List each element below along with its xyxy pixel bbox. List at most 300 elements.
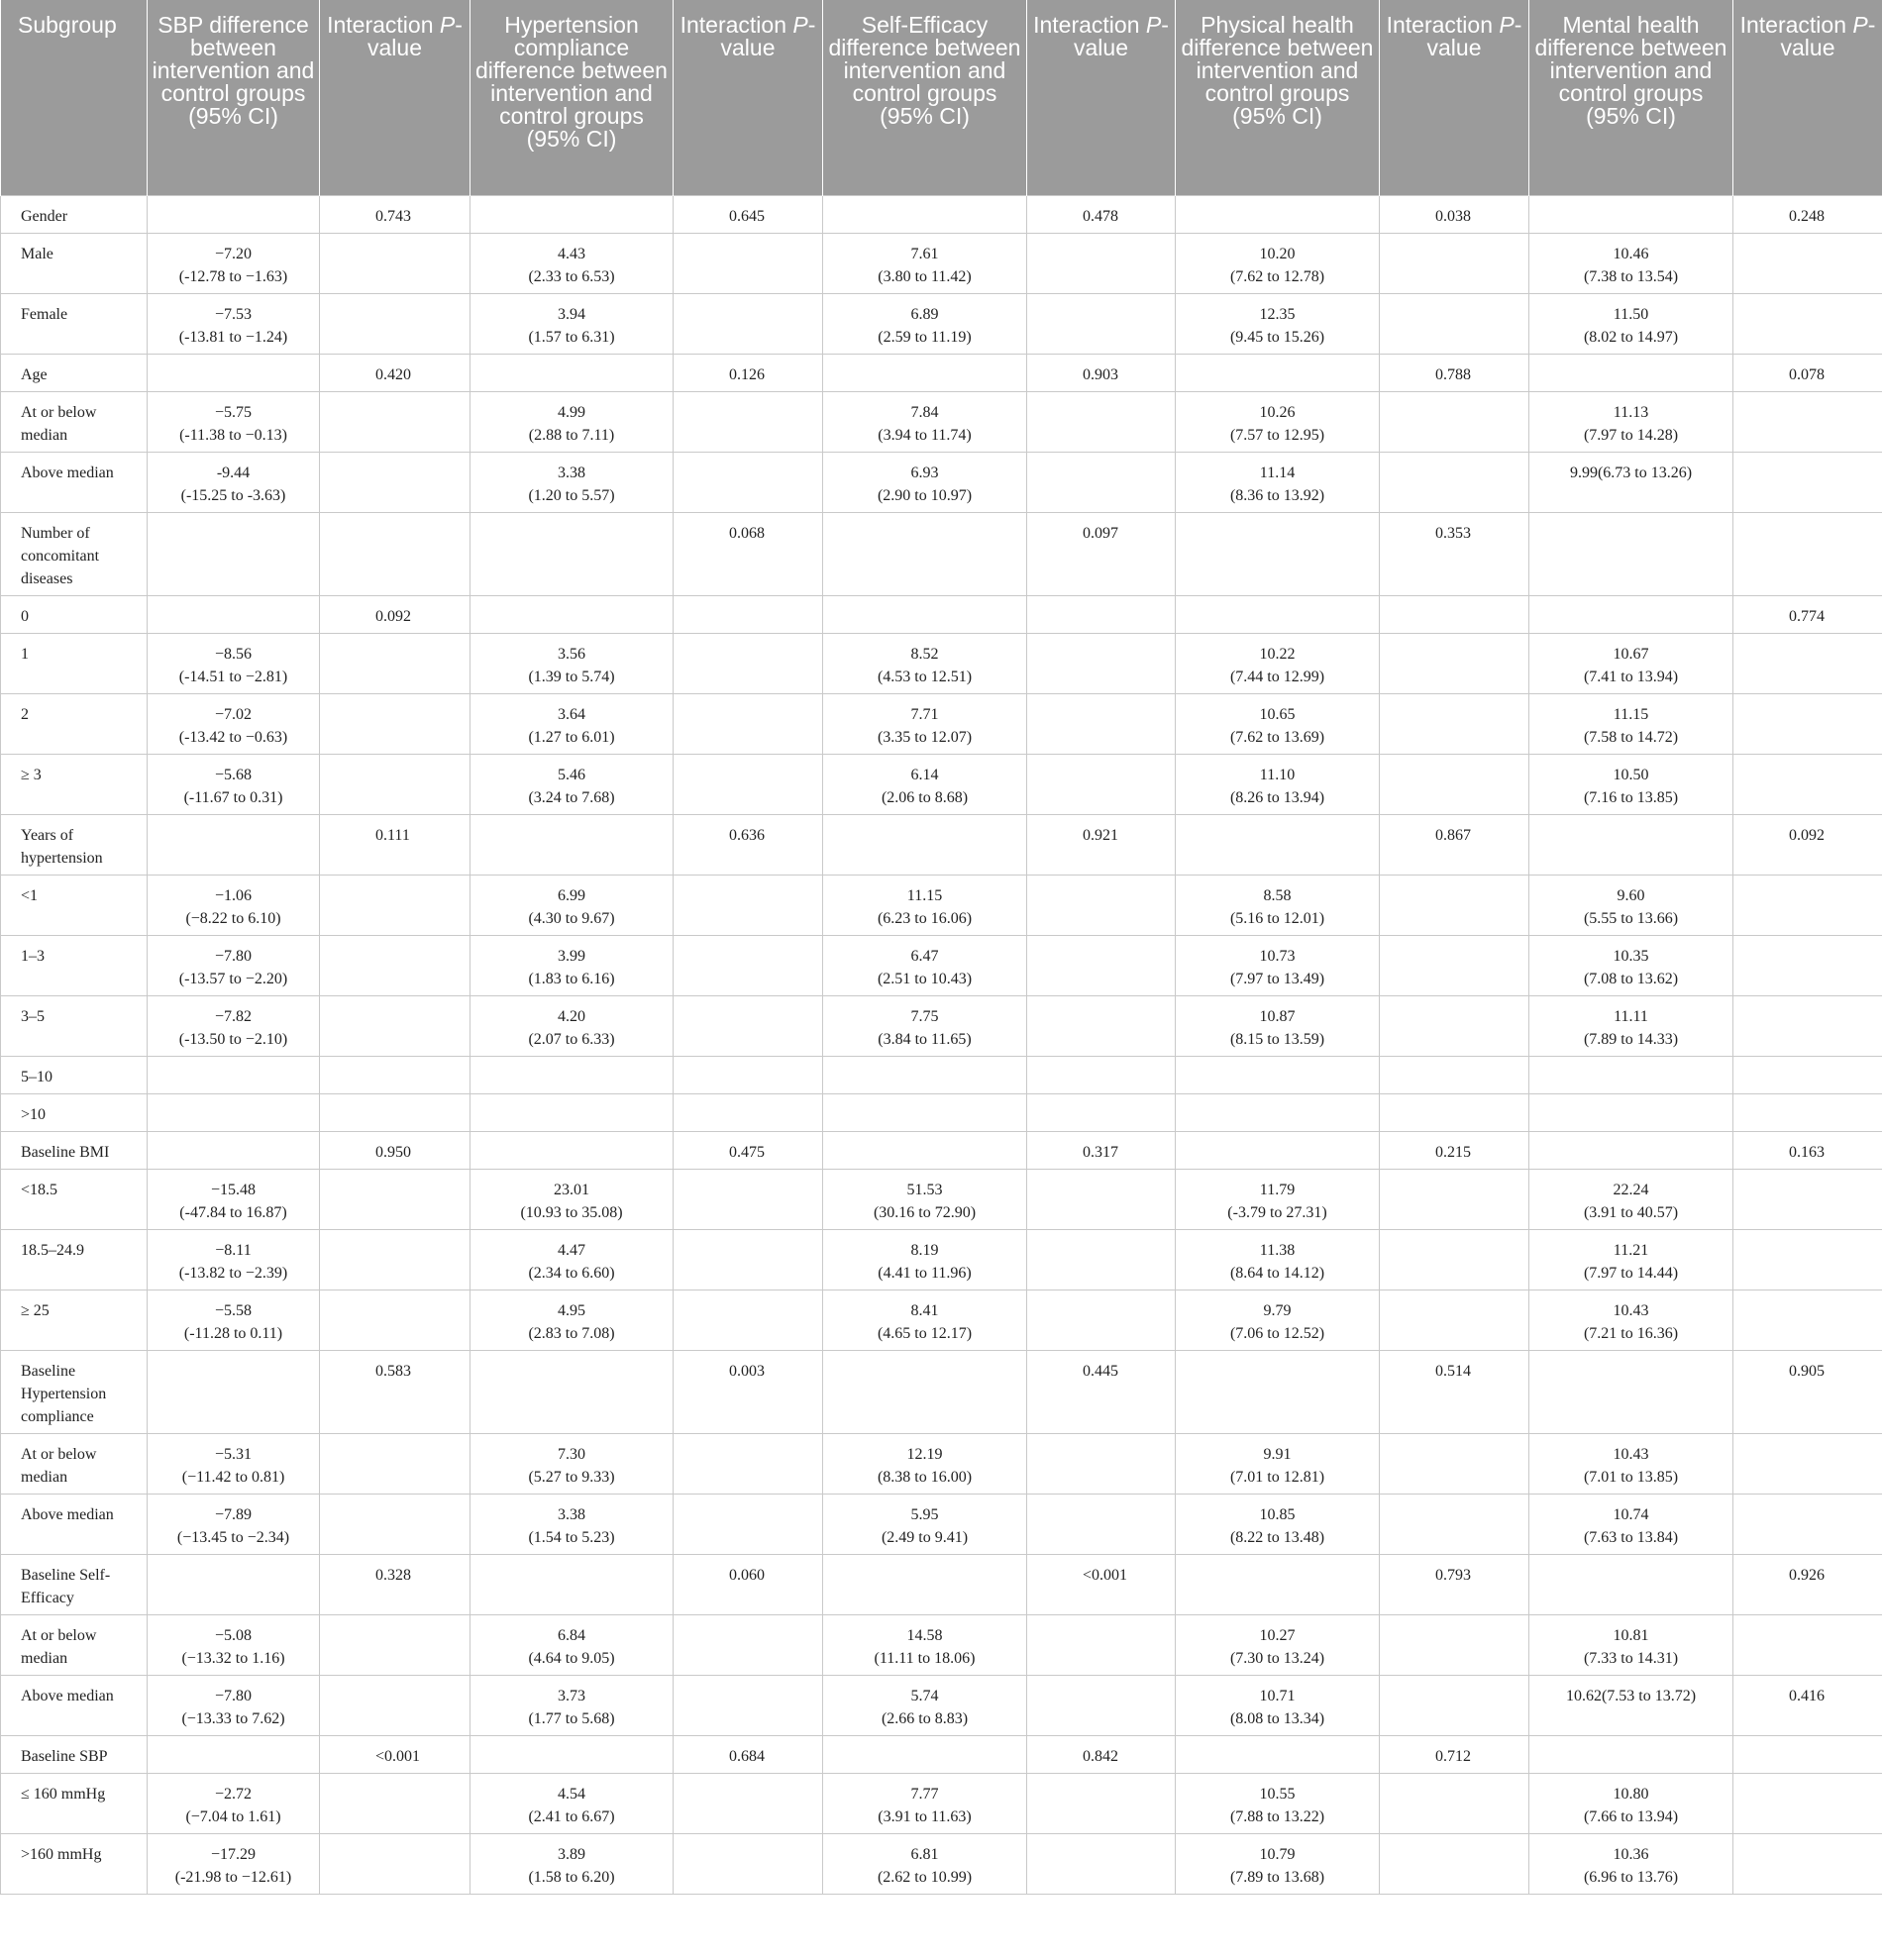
row-label: At or below median [1,391,148,452]
estimate-value: 10.50 [1613,766,1649,783]
difference-cell [1176,693,1380,754]
row-label: >160 mmHg [1,1833,148,1894]
confidence-interval: (8.22 to 13.48) [1229,1528,1325,1546]
column-header-3 [470,0,674,195]
difference-cell [823,1554,1027,1614]
column-header-4 [674,0,823,195]
difference-cell [1176,1554,1380,1614]
estimate-value: 7.30 [558,1445,585,1463]
interaction-p-value-cell [1027,233,1176,293]
difference-cell [148,633,320,693]
estimate-value: 9.79 [1263,1301,1292,1319]
p-value: 0.475 [729,1143,765,1161]
difference-cell [148,1350,320,1433]
confidence-interval: (1.20 to 5.57) [528,486,615,504]
estimate-value: 7.84 [910,403,939,421]
interaction-p-value-cell [1380,935,1529,995]
interaction-p-value-cell [1733,1433,1882,1494]
confidence-interval: (1.27 to 6.01) [528,728,615,746]
difference-cell [1529,1735,1733,1773]
difference-cell [470,233,674,293]
confidence-interval: (-12.78 to −1.63) [178,267,288,285]
p-value: <0.001 [1083,1566,1128,1584]
column-header-suffix: -value [1426,12,1522,60]
confidence-interval: (−7.04 to 1.61) [185,1807,281,1825]
confidence-interval: (−13.33 to 7.62) [181,1709,285,1727]
estimate-value: −15.48 [210,1181,257,1198]
interaction-p-value-cell [1380,633,1529,693]
interaction-p-value-cell [1733,452,1882,512]
estimate-value: 6.89 [910,305,939,323]
interaction-p-value-cell [1733,1833,1882,1894]
column-header-text: Hypertension compliance difference between intervention and control groups (95% CI) [475,12,668,152]
row-label: >10 [1,1093,148,1131]
difference-cell [1176,633,1380,693]
confidence-interval: (7.88 to 13.22) [1229,1807,1325,1825]
difference-cell [1176,1675,1380,1735]
interaction-p-value-cell [674,354,823,391]
p-value: 0.060 [729,1566,765,1584]
confidence-interval: (2.90 to 10.97) [877,486,973,504]
confidence-interval: (10.93 to 35.08) [520,1203,623,1221]
difference-cell [148,1169,320,1229]
interaction-p-value-cell [1027,1773,1176,1833]
interaction-p-value-cell [1380,754,1529,814]
confidence-interval: (1.58 to 6.20) [528,1868,615,1886]
difference-cell [148,452,320,512]
interaction-p-value-cell [320,1229,470,1289]
difference-cell [1529,512,1733,595]
interaction-p-value-cell [320,1554,470,1614]
estimate-value: 8.19 [910,1241,939,1259]
difference-cell [470,1169,674,1229]
estimate-value: 10.26 [1259,403,1296,421]
confidence-interval: (5.16 to 12.01) [1229,909,1325,927]
row-label: Above median [1,452,148,512]
table-row [1,814,1882,875]
difference-cell [470,1554,674,1614]
table-row [1,1735,1882,1773]
difference-cell [148,1433,320,1494]
confidence-interval: (7.01 to 12.81) [1229,1468,1325,1486]
confidence-interval: (3.84 to 11.65) [878,1030,972,1048]
difference-cell [1529,693,1733,754]
p-value: 0.645 [729,207,765,225]
estimate-value: 10.65 [1259,705,1296,723]
row-label: ≥ 3 [1,754,148,814]
interaction-p-value-cell [1027,1093,1176,1131]
estimate-value: 10.87 [1259,1007,1296,1025]
confidence-interval: (7.89 to 14.33) [1583,1030,1679,1048]
difference-cell [470,452,674,512]
difference-cell [470,1494,674,1554]
interaction-p-value-cell [320,1833,470,1894]
confidence-interval: (7.89 to 13.68) [1229,1868,1325,1886]
interaction-p-value-cell [320,595,470,633]
estimate-value: 10.73 [1259,947,1296,965]
estimate-value: 10.74 [1613,1505,1649,1523]
interaction-p-value-cell [320,1056,470,1093]
interaction-p-value-cell [1027,814,1176,875]
table-row [1,754,1882,814]
estimate-value: 3.99 [558,947,585,965]
interaction-p-value-cell [320,195,470,233]
difference-cell [148,233,320,293]
confidence-interval: (−11.42 to 0.81) [181,1468,285,1486]
estimate-value: 7.77 [910,1785,939,1803]
confidence-interval: (2.33 to 6.53) [528,267,615,285]
confidence-interval: (−8.22 to 6.10) [185,909,281,927]
interaction-p-value-cell [1733,391,1882,452]
interaction-p-value-cell [1380,233,1529,293]
column-header-italic: P [439,12,456,38]
difference-cell [470,1433,674,1494]
row-label: Male [1,233,148,293]
interaction-p-value-cell [1027,693,1176,754]
row-label: Number of concomitant diseases [1,512,148,595]
difference-cell [148,1229,320,1289]
difference-cell [1176,935,1380,995]
difference-cell [1176,1735,1380,1773]
difference-cell [1529,814,1733,875]
difference-cell [1176,595,1380,633]
interaction-p-value-cell [1027,995,1176,1056]
interaction-p-value-cell [320,1494,470,1554]
difference-cell [148,935,320,995]
confidence-interval: (7.41 to 13.94) [1583,668,1679,685]
interaction-p-value-cell [674,1169,823,1229]
confidence-interval: (7.44 to 12.99) [1229,668,1325,685]
difference-cell [823,1056,1027,1093]
interaction-p-value-cell [674,754,823,814]
estimate-value: 10.43 [1613,1301,1649,1319]
estimate-value: 5.95 [910,1505,939,1523]
interaction-p-value-cell [1733,1494,1882,1554]
p-value: 0.092 [375,607,411,625]
difference-cell [1529,1289,1733,1350]
interaction-p-value-cell [1027,1289,1176,1350]
interaction-p-value-cell [1733,1056,1882,1093]
difference-cell [1529,633,1733,693]
estimate-value: 10.67 [1613,645,1649,663]
difference-cell [470,995,674,1056]
interaction-p-value-cell [320,1675,470,1735]
row-label: Age [1,354,148,391]
difference-cell [148,354,320,391]
interaction-p-value-cell [320,354,470,391]
row-label: Above median [1,1675,148,1735]
difference-cell [1176,1773,1380,1833]
column-header-text: Interaction [1739,12,1853,38]
difference-cell [1176,1494,1380,1554]
estimate-value: −1.06 [214,886,253,904]
interaction-p-value-cell [674,1675,823,1735]
estimate-value: −7.82 [214,1007,253,1025]
difference-cell [1529,1773,1733,1833]
p-value: 0.636 [729,826,765,844]
difference-cell [1176,1433,1380,1494]
interaction-p-value-cell [1733,233,1882,293]
confidence-interval: (7.97 to 13.49) [1229,970,1325,987]
estimate-value: 5.74 [910,1687,939,1704]
interaction-p-value-cell [1380,354,1529,391]
table-row [1,1833,1882,1894]
difference-cell [470,1350,674,1433]
difference-cell [148,995,320,1056]
interaction-p-value-cell [1380,195,1529,233]
interaction-p-value-cell [1733,1229,1882,1289]
difference-cell [470,875,674,935]
difference-cell [470,1735,674,1773]
table-row [1,1289,1882,1350]
difference-cell [1529,354,1733,391]
confidence-interval: (2.34 to 6.60) [528,1264,615,1282]
interaction-p-value-cell [1380,1554,1529,1614]
row-label: Baseline Self-Efficacy [1,1554,148,1614]
interaction-p-value-cell [1733,875,1882,935]
interaction-p-value-cell [674,814,823,875]
confidence-interval: (8.38 to 16.00) [877,1468,973,1486]
p-value: 0.583 [375,1362,411,1380]
difference-cell [1176,1614,1380,1675]
interaction-p-value-cell [320,754,470,814]
difference-cell [823,195,1027,233]
interaction-p-value-cell [1380,995,1529,1056]
difference-cell [470,935,674,995]
difference-cell [1176,1229,1380,1289]
estimate-value: 10.35 [1613,947,1649,965]
confidence-interval: (4.53 to 12.51) [877,668,973,685]
difference-cell [1529,1056,1733,1093]
interaction-p-value-cell [1027,1833,1176,1894]
table-row [1,1169,1882,1229]
table-row [1,595,1882,633]
confidence-interval: (7.38 to 13.54) [1583,267,1679,285]
estimate-value: −7.53 [214,305,253,323]
confidence-interval: (2.07 to 6.33) [528,1030,615,1048]
interaction-p-value-cell [1380,1289,1529,1350]
confidence-interval: (8.08 to 13.34) [1229,1709,1325,1727]
difference-cell [470,354,674,391]
interaction-p-value-cell [1380,1735,1529,1773]
table-row [1,995,1882,1056]
difference-cell [470,814,674,875]
interaction-p-value-cell [674,195,823,233]
difference-cell [1529,1131,1733,1169]
confidence-interval: (4.64 to 9.05) [528,1649,615,1667]
confidence-interval: (2.59 to 11.19) [878,328,972,346]
difference-cell [823,1131,1027,1169]
difference-cell [1529,935,1733,995]
estimate-value: 11.79 [1259,1181,1296,1198]
p-value: 0.097 [1083,524,1118,542]
interaction-p-value-cell [1733,1554,1882,1614]
table-row [1,875,1882,935]
difference-cell [823,875,1027,935]
interaction-p-value-cell [674,233,823,293]
difference-cell [148,1735,320,1773]
interaction-p-value-cell [1027,1614,1176,1675]
difference-cell [470,1614,674,1675]
confidence-interval: (-13.57 to −2.20) [178,970,288,987]
row-label: ≤ 160 mmHg [1,1773,148,1833]
table-row [1,1229,1882,1289]
estimate-value: 10.20 [1259,245,1296,262]
estimate-value: 51.53 [906,1181,943,1198]
confidence-interval: (7.33 to 14.31) [1583,1649,1679,1667]
p-value: 0.163 [1789,1143,1825,1161]
difference-cell [148,595,320,633]
confidence-interval: (7.97 to 14.44) [1583,1264,1679,1282]
interaction-p-value-cell [674,391,823,452]
row-label: 1 [1,633,148,693]
difference-cell [823,1494,1027,1554]
table-row [1,512,1882,595]
estimate-value: −8.56 [214,645,253,663]
table-row [1,391,1882,452]
estimate-value: 7.71 [910,705,939,723]
estimate-value: 8.58 [1263,886,1292,904]
estimate-value: 10.81 [1613,1626,1649,1644]
difference-cell [1176,754,1380,814]
column-header-1 [148,0,320,195]
p-value: 0.950 [375,1143,411,1161]
confidence-interval: (7.97 to 14.28) [1583,426,1679,444]
p-value: 0.743 [375,207,411,225]
interaction-p-value-cell [320,1614,470,1675]
p-value: 0.867 [1435,826,1471,844]
confidence-interval: (-13.50 to −2.10) [178,1030,288,1048]
estimate-value: 9.99(6.73 to 13.26) [1569,464,1693,481]
table-row [1,195,1882,233]
p-value: 0.445 [1083,1362,1118,1380]
p-value: 0.126 [729,365,765,383]
estimate-value: 6.14 [910,766,939,783]
estimate-value: 4.54 [558,1785,585,1803]
interaction-p-value-cell [1733,935,1882,995]
interaction-p-value-cell [1380,452,1529,512]
p-value: 0.317 [1083,1143,1118,1161]
p-value: 0.215 [1435,1143,1471,1161]
interaction-p-value-cell [1380,1433,1529,1494]
confidence-interval: (8.64 to 14.12) [1229,1264,1325,1282]
difference-cell [148,391,320,452]
difference-cell [148,1056,320,1093]
estimate-value: 6.84 [558,1626,585,1644]
estimate-value: 8.41 [910,1301,939,1319]
interaction-p-value-cell [320,1131,470,1169]
column-header-text: Subgroup [18,12,117,38]
confidence-interval: (−13.32 to 1.16) [181,1649,285,1667]
confidence-interval: (11.11 to 18.06) [874,1649,976,1667]
difference-cell [1529,1229,1733,1289]
interaction-p-value-cell [674,693,823,754]
difference-cell [823,1289,1027,1350]
estimate-value: 7.75 [910,1007,939,1025]
interaction-p-value-cell [320,1169,470,1229]
p-value: 0.068 [729,524,765,542]
estimate-value: 3.89 [558,1845,585,1863]
interaction-p-value-cell [674,512,823,595]
confidence-interval: (-11.28 to 0.11) [183,1324,283,1342]
interaction-p-value-cell [1733,1131,1882,1169]
estimate-value: −5.75 [214,403,253,421]
confidence-interval: (2.62 to 10.99) [877,1868,973,1886]
difference-cell [1176,452,1380,512]
interaction-p-value-cell [1027,1675,1176,1735]
confidence-interval: (7.58 to 14.72) [1583,728,1679,746]
difference-cell [823,1229,1027,1289]
difference-cell [1529,995,1733,1056]
estimate-value: −7.89 [214,1505,253,1523]
column-header-9 [1529,0,1733,195]
confidence-interval: (3.94 to 11.74) [878,426,972,444]
confidence-interval: (1.77 to 5.68) [528,1709,615,1727]
table-row [1,1614,1882,1675]
confidence-interval: (2.49 to 9.41) [881,1528,969,1546]
confidence-interval: (-21.98 to −12.61) [174,1868,292,1886]
estimate-value: 12.19 [906,1445,943,1463]
difference-cell [823,1350,1027,1433]
estimate-value: 5.46 [558,766,585,783]
p-value: 0.416 [1789,1687,1825,1704]
interaction-p-value-cell [1733,293,1882,354]
column-header-text: Self-Efficacy difference between intervention and control groups (95% CI) [828,12,1021,129]
difference-cell [1529,1494,1733,1554]
interaction-p-value-cell [1027,452,1176,512]
row-label: <1 [1,875,148,935]
column-header-text: Mental health difference between intervention and control groups (95% CI) [1534,12,1727,129]
table-row [1,1350,1882,1433]
difference-cell [1176,391,1380,452]
interaction-p-value-cell [674,935,823,995]
difference-cell [1529,1554,1733,1614]
p-value: 0.903 [1083,365,1118,383]
estimate-value: −5.68 [214,766,253,783]
difference-cell [1176,1833,1380,1894]
p-value: 0.788 [1435,365,1471,383]
difference-cell [1176,1093,1380,1131]
confidence-interval: (4.41 to 11.96) [878,1264,972,1282]
p-value: 0.038 [1435,207,1471,225]
row-label: At or below median [1,1433,148,1494]
confidence-interval: (-11.38 to −0.13) [179,426,287,444]
difference-cell [1176,995,1380,1056]
confidence-interval: (8.36 to 13.92) [1229,486,1325,504]
confidence-interval: (2.88 to 7.11) [528,426,615,444]
interaction-p-value-cell [1027,354,1176,391]
difference-cell [823,512,1027,595]
interaction-p-value-cell [1733,633,1882,693]
difference-cell [823,1735,1027,1773]
interaction-p-value-cell [1380,1131,1529,1169]
estimate-value: 10.62(7.53 to 13.72) [1565,1687,1697,1704]
estimate-value: 10.43 [1613,1445,1649,1463]
difference-cell [1529,595,1733,633]
interaction-p-value-cell [1733,1289,1882,1350]
estimate-value: 11.15 [1613,705,1649,723]
confidence-interval: (7.21 to 16.36) [1583,1324,1679,1342]
difference-cell [1176,1169,1380,1229]
difference-cell [1176,1350,1380,1433]
row-label: 0 [1,595,148,633]
interaction-p-value-cell [674,293,823,354]
interaction-p-value-cell [320,233,470,293]
difference-cell [470,693,674,754]
estimate-value: 7.61 [910,245,939,262]
interaction-p-value-cell [1733,995,1882,1056]
column-header-text: Physical health difference between intervention and control groups (95% CI) [1181,12,1374,129]
